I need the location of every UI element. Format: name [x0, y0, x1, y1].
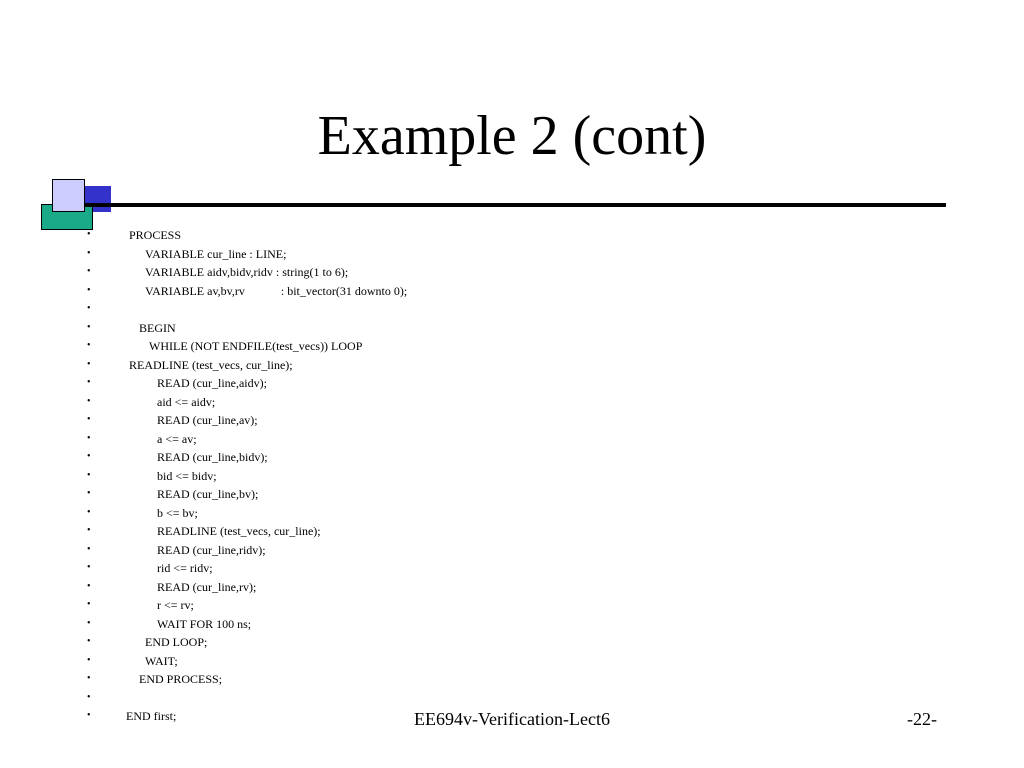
slide-title: Example 2 (cont): [317, 105, 707, 167]
code-line-text: READ (cur_line,aidv);: [157, 376, 267, 390]
list-item: [0, 504, 1024, 523]
list-item: [0, 374, 1024, 393]
code-line-text: WAIT;: [145, 653, 178, 668]
code-line-text: READ (cur_line,bv);: [157, 487, 259, 501]
code-line-text: WAIT FOR 100 ns;: [157, 616, 252, 631]
code-line-text: aid <= aidv;: [157, 394, 216, 409]
page-number: -22-: [907, 709, 937, 729]
code-line-text: b <= bv;: [157, 505, 198, 520]
code-bullet-list: [0, 226, 1024, 726]
list-item: [0, 670, 1024, 689]
list-item: [0, 337, 1024, 356]
code-line-text: READ (cur_line,ridv);: [157, 542, 266, 557]
code-line-text: READLINE (test_vecs, cur_line);: [129, 357, 293, 372]
lavender-square: [52, 179, 85, 212]
code-line-text: bid <= bidv;: [157, 468, 217, 483]
bullet-icon: •: [87, 469, 91, 481]
bullet-icon: •: [87, 636, 91, 647]
list-item: [0, 245, 1024, 264]
list-item: [0, 633, 1024, 652]
bullet-icon: •: [87, 562, 91, 573]
code-line-text: rid <= ridv;: [157, 561, 213, 575]
list-item: [0, 578, 1024, 597]
code-line-text: r <= rv;: [157, 598, 194, 612]
code-line-text: a <= av;: [157, 431, 197, 446]
bullet-icon: •: [87, 247, 91, 259]
bullet-icon: •: [87, 284, 91, 296]
bullet-icon: •: [87, 691, 91, 703]
list-item: [0, 393, 1024, 412]
bullet-icon: •: [87, 377, 91, 388]
bullet-icon: •: [87, 488, 91, 499]
bullet-icon: •: [87, 580, 91, 592]
bullet-icon: •: [87, 414, 91, 425]
bullet-icon: •: [87, 451, 91, 462]
code-line-text: WHILE (NOT ENDFILE(test_vecs)) LOOP: [149, 339, 363, 353]
bullet-icon: •: [87, 506, 91, 518]
code-line-text: READ (cur_line,av);: [157, 413, 258, 427]
list-item: [0, 411, 1024, 430]
code-line-text: VARIABLE aidv,bidv,ridv : string(1 to 6);: [145, 265, 349, 279]
bullet-icon: •: [87, 673, 91, 684]
code-line-text: READ (cur_line,bidv);: [157, 450, 268, 464]
bullet-icon: •: [87, 710, 91, 721]
list-item: [0, 467, 1024, 486]
list-item: [0, 263, 1024, 282]
bullet-icon: •: [87, 432, 91, 444]
code-line-text: END LOOP;: [145, 635, 208, 649]
list-item: [0, 448, 1024, 467]
list-item: [0, 226, 1024, 245]
bullet-icon: •: [87, 525, 91, 536]
code-line-text: END first;: [126, 709, 177, 723]
code-line-text: END PROCESS;: [139, 672, 223, 686]
bullet-icon: •: [87, 599, 91, 610]
list-item: [0, 282, 1024, 301]
bullet-icon: •: [87, 617, 91, 629]
code-line-text: PROCESS: [129, 228, 182, 242]
bullet-icon: •: [87, 266, 91, 277]
bullet-icon: •: [87, 395, 91, 407]
bullet-icon: •: [87, 358, 91, 370]
list-item: [0, 300, 1024, 319]
bullet-icon: •: [87, 340, 91, 351]
list-item: [0, 485, 1024, 504]
list-item: [0, 356, 1024, 375]
code-line-text: READ (cur_line,rv);: [157, 579, 257, 594]
list-item: [0, 522, 1024, 541]
bullet-icon: •: [87, 654, 91, 666]
code-line-text: VARIABLE av,bv,rv : bit_vector(31 downto 0);: [145, 283, 408, 298]
footer-course-label: EE694v-Verification-Lect6: [414, 709, 610, 729]
code-line-text: BEGIN: [139, 320, 176, 335]
list-item: [0, 596, 1024, 615]
code-line-text: READLINE (test_vecs, cur_line);: [157, 524, 321, 538]
bullet-icon: •: [87, 321, 91, 333]
list-item: [0, 541, 1024, 560]
list-item: [0, 689, 1024, 708]
title-divider: [85, 203, 946, 207]
bullet-icon: •: [87, 303, 91, 314]
list-item: [0, 430, 1024, 449]
bullet-icon: •: [87, 543, 91, 555]
list-item: [0, 319, 1024, 338]
bullet-icon: •: [87, 229, 91, 240]
list-item: [0, 652, 1024, 671]
code-line-text: VARIABLE cur_line : LINE;: [145, 246, 287, 261]
list-item: [0, 559, 1024, 578]
list-item: [0, 615, 1024, 634]
